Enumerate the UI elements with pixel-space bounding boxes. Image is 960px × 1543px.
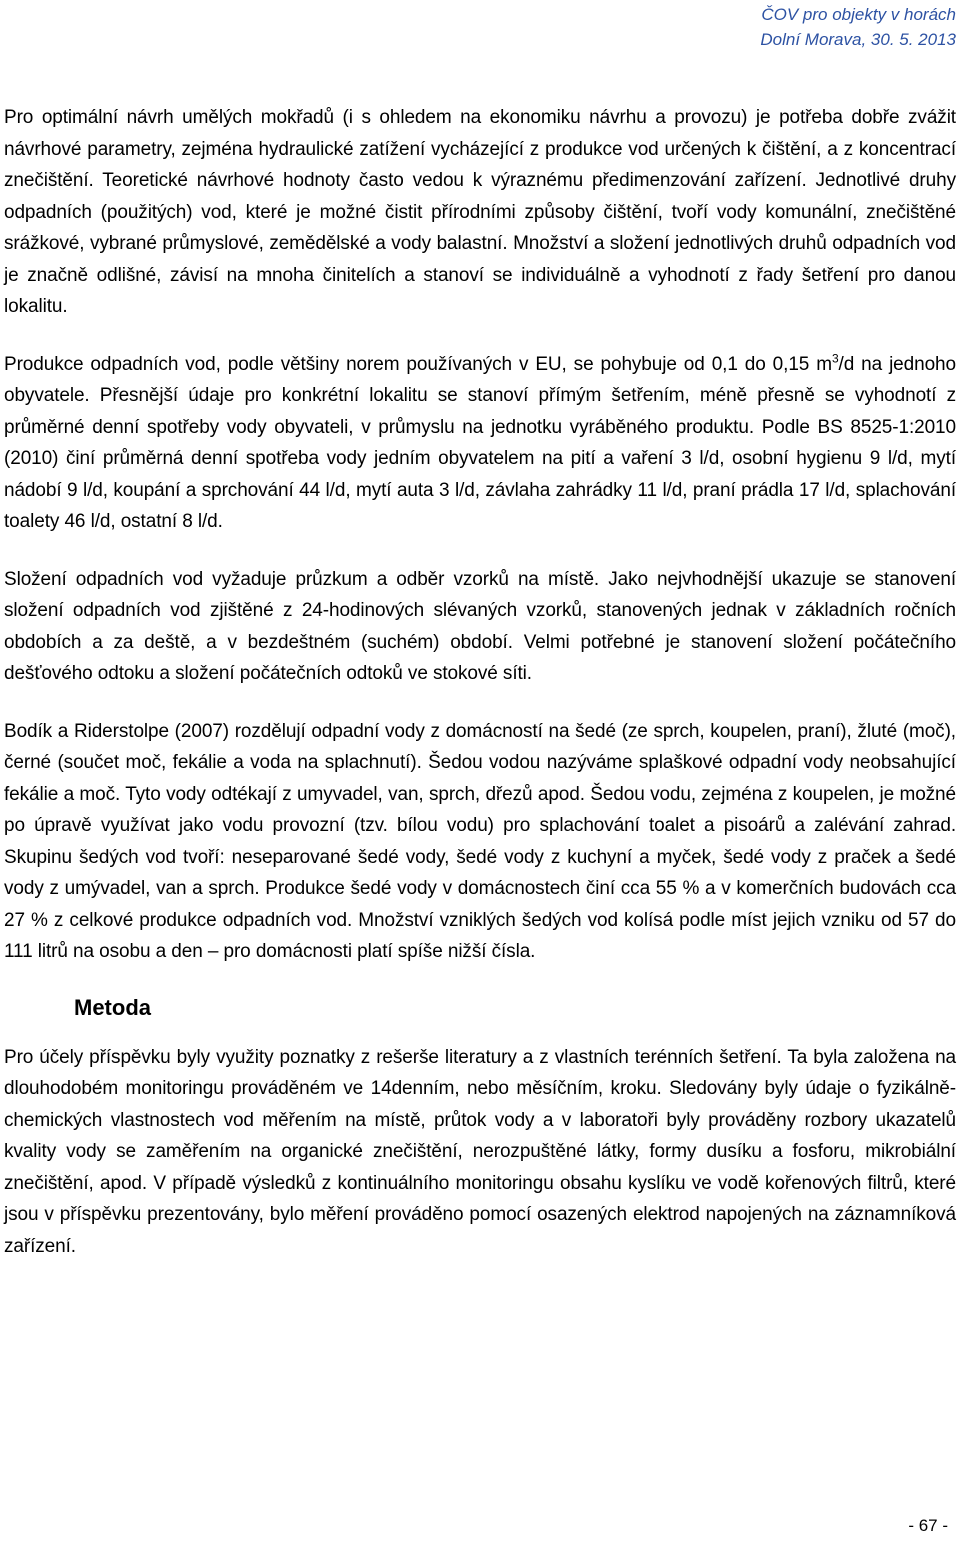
paragraph-wastewater-composition: Složení odpadních vod vyžaduje průzkum a odběr vzorků na místě. Jako nejvhodnější ukazuje se stanovení složení odpadních vod zjištěné z 24-hodinových slévaných vzorků, stanovených jednak v základních ročních obdobích a za deště, a v bezdeštném (suchém) období. Velmi potřebné je stanovení složení počátečního dešťového odtoku a složení počátečních odtoků ve stokové síti. [4,568,956,684]
header-place-date: Dolní Morava, 30. 5. 2013 [760,30,956,49]
paragraph-wastewater-production-start: Produkce odpadních vod, podle většiny norem používaných v EU, se pohybuje od 0,1 do 0,15 m [4,353,832,375]
document-body [4,102,956,1288]
header-title: ČOV pro objekty v horách [761,5,956,24]
paragraph-grey-water: Bodík a Riderstolpe (2007) rozdělují odpadní vody z domácností na šedé (ze sprch, koupelen, praní), žluté (moč), černé (součet moč, fekálie a voda na splachnutí). Šedou vodou nazýváme splaškové odpadní vody neobsahující fekálie a moč. Tyto vody odtékají z umyvadel, van, sprch, dřezů apod. Šedou vodu, zejména z koupelen, je možné po úpravě využívat jako vodu provozní (tzv. bílou vodu) pro splachování toalet a pisoárů a zalévání zahrad. Skupinu šedých vod tvoří: neseparované šedé vody, šedé vody z kuchyní a myček, šedé vody z praček a šedé vody z umývadel, van a sprch. Produkce šedé vody v domácnostech činí cca 55 % a v komerčních budovách cca 27 % z celkové produkce odpadních vod. Množství vzniklých šedých vod kolísá podle míst jejich vzniku od 57 do 111 litrů na osobu a den – pro domácnosti platí spíše nižší čísla. [4,720,956,962]
paragraph-wastewater-production [4,349,956,538]
paragraph-method: Pro účely příspěvku byly využity poznatky z rešerše literatury a z vlastních terénních šetření. Ta byla založena na dlouhodobém monitoringu prováděném ve 14denním, nebo měsíčním, kroku. Sledovány byly údaje o fyzikálně-chemických vlastnostech vod měřením na místě, průtok vody a v laboratoři byly prováděny rozbory ukazatelů kvality vody se zaměřením na organické znečištění, nerozpuštěné látky, formy dusíku a fosforu, mikrobiální znečištění, apod. V případě výsledků z kontinuálního monitoringu obsahu kyslíku ve vodě kořenových filtrů, které jsou v příspěvku prezentovány, bylo měření prováděno pomocí osazených elektrod napojených na záznamníková zařízení. [4,1046,956,1257]
cubic-superscript: 3 [831,351,839,366]
paragraph-wastewater-production-end: /d na jednoho obyvatele. Přesnější údaje pro konkrétní lokalitu se stanoví přímým šetřením, méně přesně se vyhodnotí z průměrné denní spotřeby vody obyvateli, v průmyslu na jednotku vyráběného produktu. Podle BS 8525-1:2010 (2010) činí průměrná denní spotřeba vody jedním obyvatelem na pití a vaření 3 l/d, osobní hygienu 9 l/d, mytí nádobí 9 l/d, koupání a sprchování 44 l/d, mytí auta 3 l/d, závlaha zahrádky 11 l/d, praní prádla 17 l/d, splachování toalety 46 l/d, ostatní 8 l/d. [4,353,956,532]
section-heading-method: Metoda [74,994,151,1020]
page-number: - 67 - [908,1516,948,1535]
running-header [760,2,956,52]
paragraph-design-parameters: Pro optimální návrh umělých mokřadů (i s ohledem na ekonomiku návrhu a provozu) je potřeba dobře zvážit návrhové parametry, zejména hydraulické zatížení vycházející z produkce vod určených k čištění, a z koncentrací znečištění. Teoretické návrhové hodnoty často vedou k výraznému předimenzování zařízení. Jednotlivé druhy odpadních (použitých) vod, které je možné čistit přírodními způsoby čištění, tvoří vody komunální, znečištěné srážkové, vybrané průmyslové, zemědělské a vody balastní. Množství a složení jednotlivých druhů odpadních vod je značně odlišné, závisí na mnoha činitelích a stanoví se individuálně a vyhodnotí z řady šetření pro danou lokalitu. [4,107,956,317]
